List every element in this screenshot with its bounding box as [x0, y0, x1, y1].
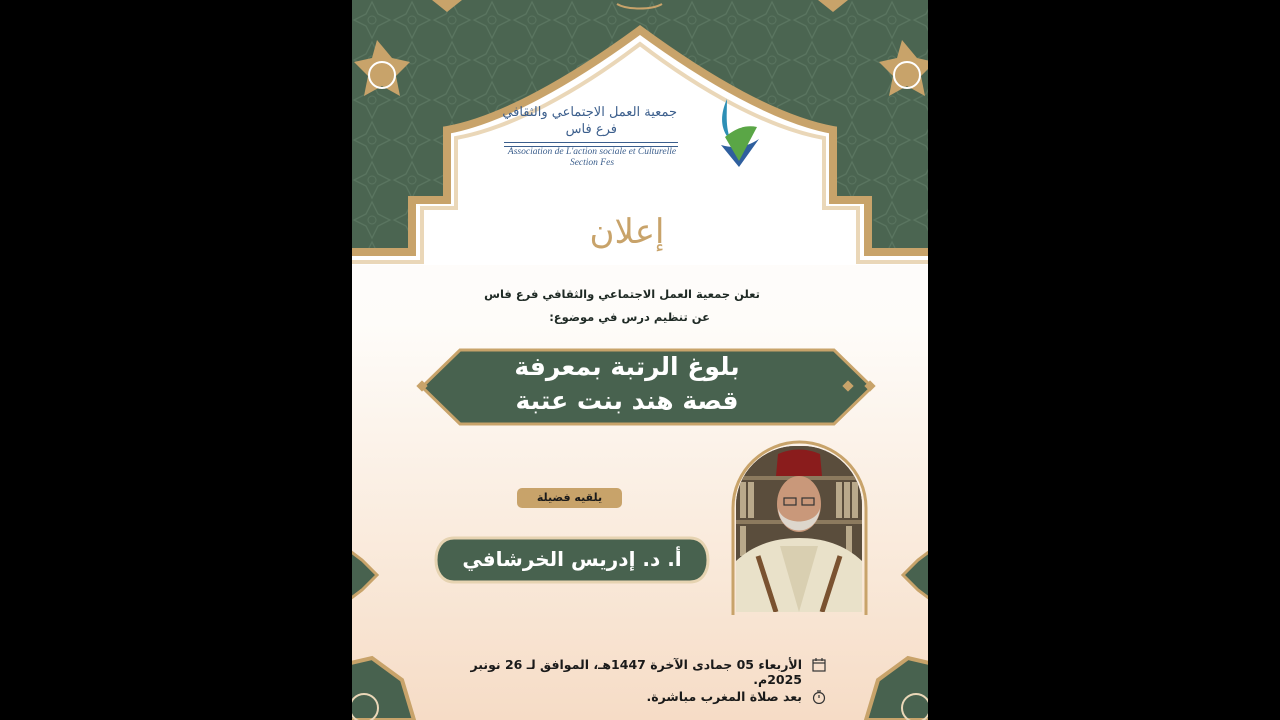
org-name-ar-line2: فرع فاس [565, 122, 617, 137]
event-date: الأربعاء 05 جمادى الآخرة 1447هـ، الموافق لـ 26 نونبر 2025م. [470, 657, 802, 687]
announcement-title: إعلان [589, 212, 665, 252]
org-name-ar-line1: جمعية العمل الاجتماعي والثقافي [502, 105, 677, 120]
speaker-name: أ. د. إدريس الخرشافي [462, 547, 682, 571]
presenter-label: يلقيه فضيلة [517, 488, 622, 508]
logo-icon [717, 97, 759, 173]
event-time: بعد صلاة المغرب مباشرة. [646, 689, 802, 704]
intro-line-1: تعلن جمعية العمل الاجتماعي والثقافي فرع فاس [484, 287, 760, 301]
topic-line-2: قصة هند بنت عتبة [515, 386, 739, 415]
org-name-french [502, 147, 682, 169]
org-name-fr-line1: Association de L'action sociale et Culturelle [507, 147, 677, 157]
org-name-arabic [502, 104, 677, 138]
intro-line-2: عن تنظيم درس في موضوع: [549, 310, 710, 324]
announcement-poster [352, 0, 928, 720]
bottom-corner-ornaments [352, 580, 928, 720]
topic-line-1: بلوغ الرتبة بمعرفة [514, 352, 740, 381]
org-name-fr-line2: Section Fes [569, 158, 615, 168]
